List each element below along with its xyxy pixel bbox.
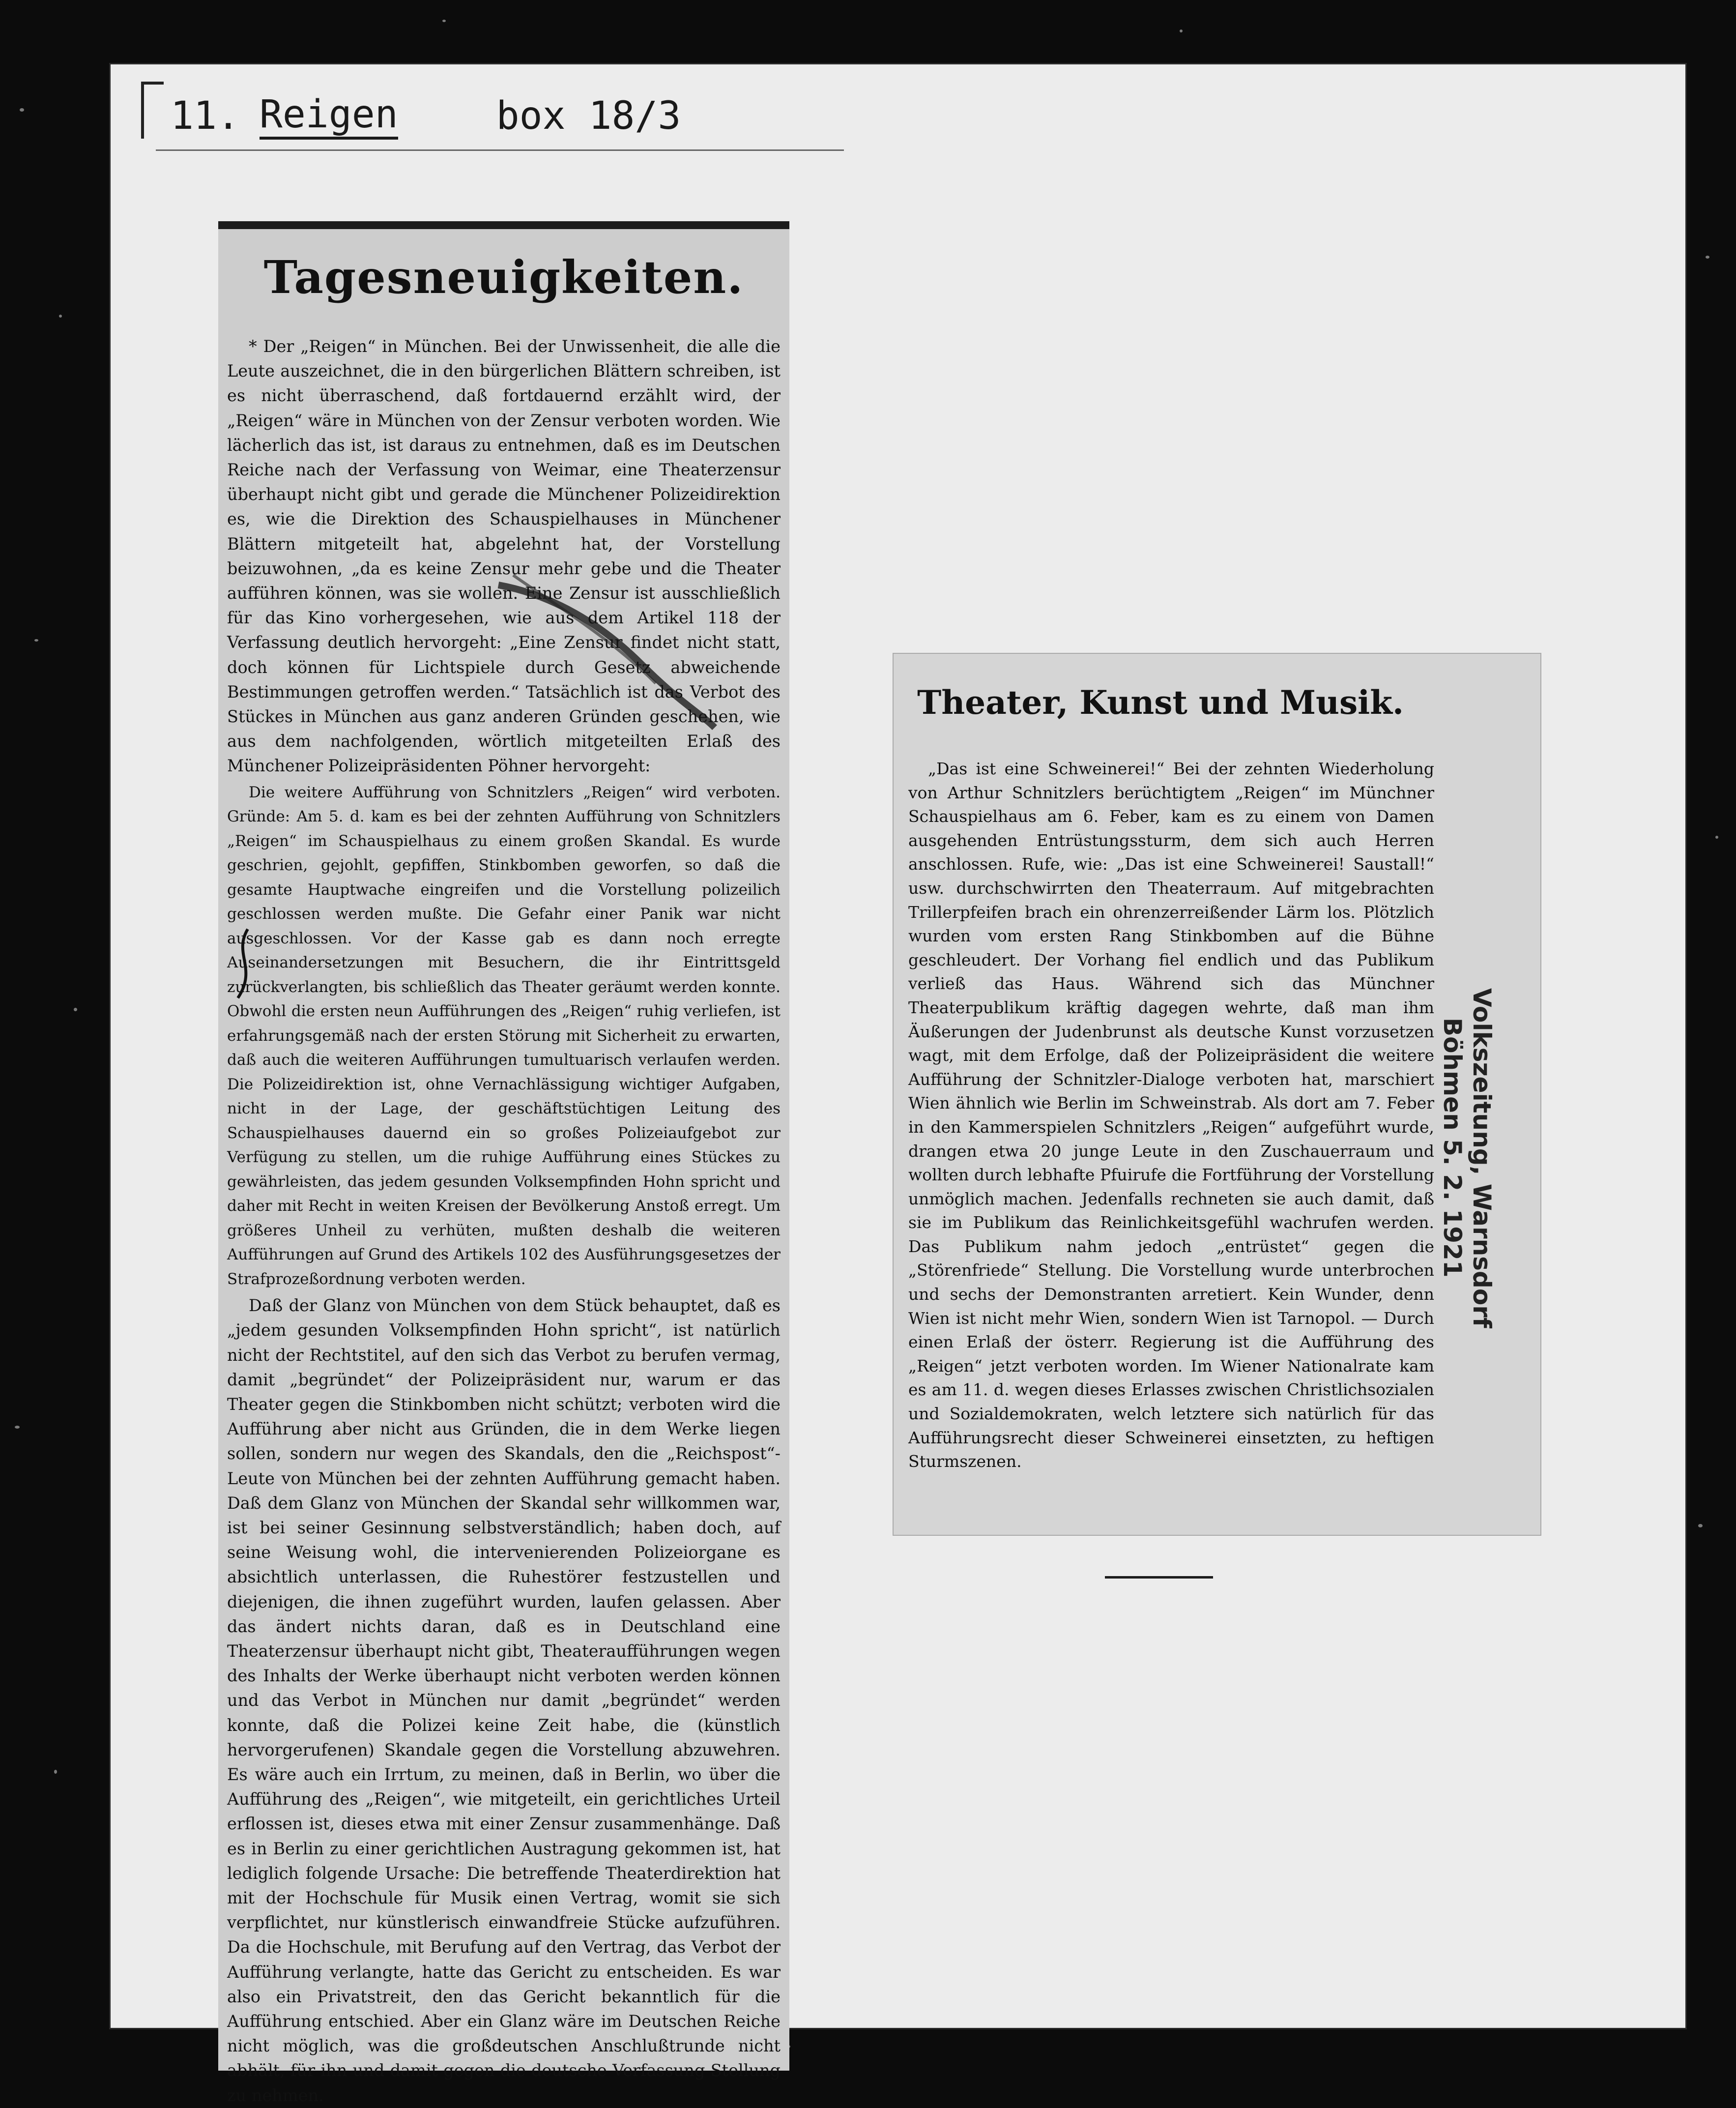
source-stamp [1438,988,1512,1362]
handwritten-scribble [493,565,720,732]
background-speck [59,315,62,318]
background-speck [1715,836,1718,839]
clipping-top-rule [218,221,789,229]
background-speck [1180,29,1183,32]
margin-mark [223,924,267,1013]
end-rule [1105,1576,1213,1579]
background-speck [74,1008,77,1011]
background-speck [1698,1524,1703,1527]
background-speck [1706,256,1709,259]
stamp-line-2: Böhmen 5. 2. 1921 [1438,1018,1467,1278]
corner-mark [141,82,164,139]
article-paragraph: Daß der Glanz von München von dem Stück behauptet, daß es „jedem gesunden Volksempfinden Hohn spricht“, ist natürlich nicht der Rechtstitel, auf den sich das Verbot zu berufen vermag, damit „begründet“ der Polizeipräsident nur, warum er das Theater gegen die Stinkbomben nicht schützt; verboten wird die Aufführung aber nicht aus Gründen, die in dem Werke liegen sollen, sondern nur wegen des Skandals, den die „Reichspost“-Leute von München bei der zehnten Aufführung gemacht haben. Daß dem Glanz von München der Skandal sehr willkommen war, ist bei seiner Gesinnung selbstverständlich; haben doch, auf seine Weisung wohl, die intervenierenden Polizeiorgane es absichtlich unterlassen, die Ruhestörer festzustellen und diejenigen, die ihnen zugeführt wurden, laufen gelassen. Aber das ändert nichts daran, daß es in Deutschland eine Theaterzensur überhaupt nicht gibt, Theateraufführungen wegen des Inhalts der Werke überhaupt nicht verboten werden können und das Verbot in München nur damit „begründet“ werden konnte, daß die Polizei keine Zeit habe, die (künstlich hervorgerufenen) Skandale gegen die Vorstellung abzuwehren. Es wäre auch ein Irrtum, zu meinen, daß in Berlin, wo über die Aufführung des „Reigen“, wie mitgeteilt, ein gerichtliches Urteil erflossen ist, dieses etwa mit einer Zensur zusammenhänge. Daß es in Berlin zu einer gerichtlichen Austragung gekommen ist, hat lediglich folgende Ursache: Die betreffende Theaterdirektion hat mit der Hochschule für Musik einen Vertrag, womit sie sich verpflichtet, nur künstlerisch einwandfreie Stücke aufzuführen. Da die Hochschule, mit Berufung auf den Vertrag, das Verbot der Aufführung verlangte, hatte das Gericht zu entscheiden. Es war also ein Privatstreit, den das Gericht bekanntlich für die Aufführung entschied. Aber ein Glanz wäre im Deutschen Reiche nicht möglich, was die großdeutschen Anschlußtrunde nicht abhält, für ihn und damit gegen die deutsche Verfassung Stellung zu nehmen. [227,1296,781,2105]
stamp-line-1: Volkszeitung, Warnsdorf [1468,988,1496,1328]
article-paragraph: * Der „Reigen“ in München. Bei der Unwissenheit, die alle die Leute auszeichnet, die in den bürgerlichen Blättern schreiben, ist es nicht überraschend, daß fortdauernd erzählt wird, der „Reigen“ wäre in München von der Zensur verboten worden. Wie lächerlich das ist, ist daraus zu entnehmen, daß es im Deutschen Reiche nach der Verfassung von Weimar, eine Theaterzensur überhaupt nicht gibt und gerade die Münchener Polizeidirektion es, wie die Direktion des Schauspielhauses in Münchener Blättern mitgeteilt hat, abgelehnt hat, der Vorstellung beizuwohnen, „da es keine Zensur mehr gebe und die Theater aufführen können, was sie wollen. Eine Zensur ist ausschließlich für das Kino vorhergesehen, wie aus dem Artikel 118 der Verfassung deutlich hervorgeht: „Eine Zensur findet nicht statt, doch können für Lichtspiele durch Gesetz abweichende Bestimmungen getroffen werden.“ Tatsächlich ist das Verbot des Stückes in München aus ganz anderen Gründen geschehen, wie aus dem nachfolgenden, wörtlich mitgeteilten Erlaß des Münchener Polizeipräsidenten Pöhner hervorgeht: [227,337,781,776]
background-speck [442,20,446,22]
header-rule [156,149,844,151]
folder-title: Reigen [260,92,398,140]
clipping-heading: Theater, Kunst und Musik. [917,683,1404,722]
background-speck [20,108,24,112]
folder-label [156,77,844,155]
newspaper-clipping-right [894,654,1540,1535]
background-speck [34,639,38,642]
folder-number: 11. [171,94,240,138]
clipping-heading: Tagesneuigkeiten. [263,251,744,304]
clipping-body [908,757,1434,1480]
newspaper-clipping-left [218,221,789,2105]
decree-paragraph: Die weitere Aufführung von Schnitzlers „Reigen“ wird verboten. Gründe: Am 5. d. kam es bei der zehnten Aufführung von Schnitzlers „Reigen“ im Schauspielhaus zu einem großen Skandal. Es wurde geschrien, gejohlt, gepfiffen, Stinkbomben geworfen, so daß die gesamte Hauptwache eingreifen und die Vorstellung polizeilich geschlossen werden mußte. Die Gefahr einer Panik war nicht ausgeschlossen. Vor der Kasse gab es dann noch erregte Auseinandersetzungen mit Besuchern, die ihr Eintrittsgeld zurückverlangten, bis schließlich das Theater geräumt werden konnte. Obwohl die ersten neun Aufführungen des „Reigen“ ruhig verliefen, ist erfahrungsgemäß nach der ersten Störung mit Sicherheit zu erwarten, daß auch die weiteren Aufführungen tumultuarisch verlaufen werden. Die Polizeidirektion ist, ohne Vernachlässigung wichtiger Aufgaben, nicht in der Lage, der geschäftstüchtigen Leitung des Schauspielhauses dauernd ein so großes Polizeiaufgebot zur Verfügung zu stellen, um die ruhige Aufführung eines Stückes zu gewährleisten, das jedem gesunden Volksempfinden Hohn spricht und daher mit Recht in weiten Kreisen der Bevölkerung Anstoß erregt. Um größeres Unheil zu verhüten, mußten deshalb die weiteren Aufführungen auf Grund des Artikels 102 des Ausführungsgesetzes der Strafprozeßordnung verboten werden. [227,783,781,1288]
background-speck [15,1426,20,1429]
archive-sheet [109,63,1687,2105]
article-paragraph: „Das ist eine Schweinerei!“ Bei der zehnten Wiederholung von Arthur Schnitzlers berüchtigtem „Reigen“ im Münchner Schauspielhaus am 6. Feber, kam es zu einem von Damen ausgehenden Entrüstungssturm, dem sich auch Herren anschlossen. Rufe, wie: „Das ist eine Schweinerei! Saustall!“ usw. durchschwirrten den Theaterraum. Auf mitgebrachten Trillerpfeifen brach ein ohrenzerreißender Lärm los. Plötzlich wurden vom ersten Rang Stinkbomben auf die Bühne geschleudert. Der Vorhang fiel endlich und das Publikum verließ das Haus. Während sich das Münchner Theaterpublikum kräftig dagegen wehrte, daß man ihm Äußerungen der Judenbrunst als deutsche Kunst vorzusetzen wagt, mit dem Erfolge, daß der Polizeipräsident die weitere Aufführung der Schnitzler-Dialoge verboten hat, marschiert Wien ähnlich wie Berlin im Schweinstrab. Als dort am 7. Feber in den Kammerspielen Schnitzlers „Reigen“ aufgeführt wurde, drangen etwa 20 junge Leute in den Zuschauerraum und wollten durch lebhafte Pfuirufe die Fortführung der Vorstellung unmöglich machen. Jedenfalls rechneten sie auch damit, daß sie im Publikum das Reinlichkeitsgefühl wachrufen werden. Das Publikum nahm jedoch „entrüstet“ gegen die „Störenfriede“ Stellung. Die Vorstellung wurde unterbrochen und sechs der Demonstranten arretiert. Kein Wunder, denn Wien ist nicht mehr Wien, sondern Wien ist Tarnopol. — Durch einen Erlaß der österr. Regierung ist die Aufführung des „Reigen“ jetzt verboten worden. Im Wiener Nationalrate kam es am 11. d. wegen dieses Erlasses zwischen Christlichsozialen und Sozialdemokraten, welch letztere sich natürlich für das Aufführungsrecht dieser Schweinerei einsetzten, zu heftigen Sturmszenen. [908,759,1434,1471]
box-number: box 18/3 [496,94,681,138]
background-speck [54,1770,57,1774]
